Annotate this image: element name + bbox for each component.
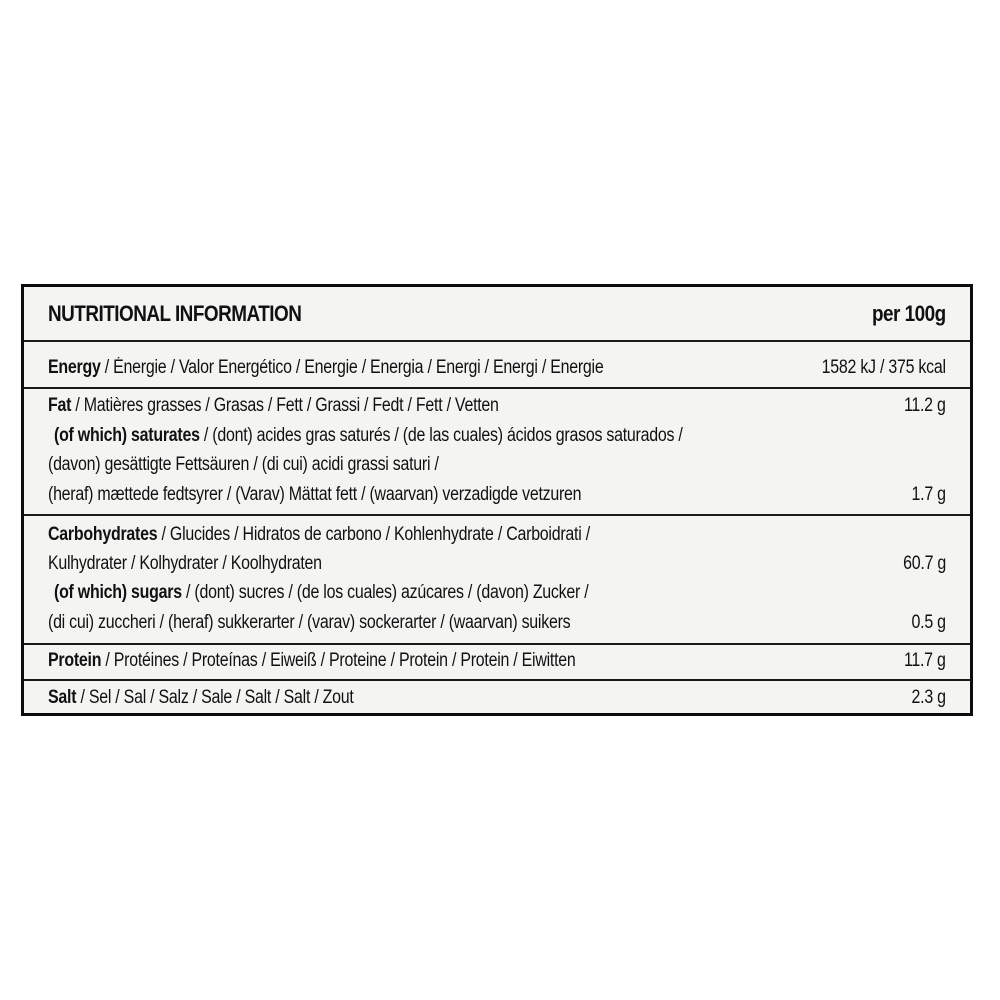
salt-value: 2.3 g <box>911 687 946 708</box>
energy-label: Energy <box>48 357 101 378</box>
table-header <box>48 301 946 333</box>
energy-value: 1582 kJ / 375 kcal <box>821 357 946 378</box>
protein-value: 11.7 g <box>904 650 946 671</box>
sugars-line-1 <box>54 579 588 607</box>
carbohydrates-value: 60.7 g <box>903 553 946 574</box>
protein-translations: / Protéines / Proteínas / Eiweiß / Proteine / Protein / Protein / Eiwitten <box>101 650 576 671</box>
salt-translations: / Sel / Sal / Salz / Sale / Salt / Salt / Zout <box>76 687 354 708</box>
saturates-label: (of which) saturates <box>54 425 200 446</box>
carbohydrates-line-1 <box>48 521 590 549</box>
carbohydrates-label: Carbohydrates <box>48 524 158 545</box>
sugars-line-2: (di cui) zuccheri / (heraf) sukkerarter / (varav) sockerarter / (waarvan) suikers <box>48 612 571 633</box>
carbohydrates-line-2: Kulhydrater / Kolhydrater / Koolhydraten <box>48 553 322 574</box>
saturates-line-2: (davon) gesättigte Fettsäuren / (di cui) acidi grassi saturi / <box>48 454 439 475</box>
sugars-translations-1: / (dont) sucres / (de los cuales) azúcares / (davon) Zucker / <box>181 582 589 603</box>
row-divider <box>24 387 970 389</box>
per-100g-label: per 100g <box>872 301 946 326</box>
row-divider <box>24 679 970 681</box>
row-divider <box>24 514 970 516</box>
sugars-label: (of which) sugars <box>54 582 182 603</box>
fat-value: 11.2 g <box>904 395 946 416</box>
fat-label: Fat <box>48 395 72 416</box>
sugars-value: 0.5 g <box>911 612 946 633</box>
fat-translations: / Matières grasses / Grasas / Fett / Grassi / Fedt / Fett / Vetten <box>71 395 499 416</box>
fat-row-label <box>48 392 499 420</box>
salt-row-label <box>48 684 354 712</box>
nutrition-table <box>21 284 973 716</box>
protein-row-label <box>48 647 576 675</box>
protein-label: Protein <box>48 650 102 671</box>
saturates-value: 1.7 g <box>911 484 946 505</box>
energy-translations: / Énergie / Valor Energético / Energie / Energia / Energi / Energi / Energie <box>100 357 604 378</box>
saturates-translations-1: / (dont) acides gras saturés / (de las cuales) ácidos grasos saturados / <box>199 425 683 446</box>
saturates-line-3: (heraf) mættede fedtsyrer / (Varav) Mättat fett / (waarvan) verzadigde vetzuren <box>48 484 582 505</box>
saturates-line-1 <box>54 422 683 450</box>
row-divider <box>24 643 970 645</box>
table-title: NUTRITIONAL INFORMATION <box>48 301 302 326</box>
energy-row-label <box>48 354 603 382</box>
salt-label: Salt <box>48 687 77 708</box>
header-divider <box>24 340 970 342</box>
carbohydrates-translations-1: / Glucides / Hidratos de carbono / Kohlenhydrate / Carboidrati / <box>157 524 590 545</box>
